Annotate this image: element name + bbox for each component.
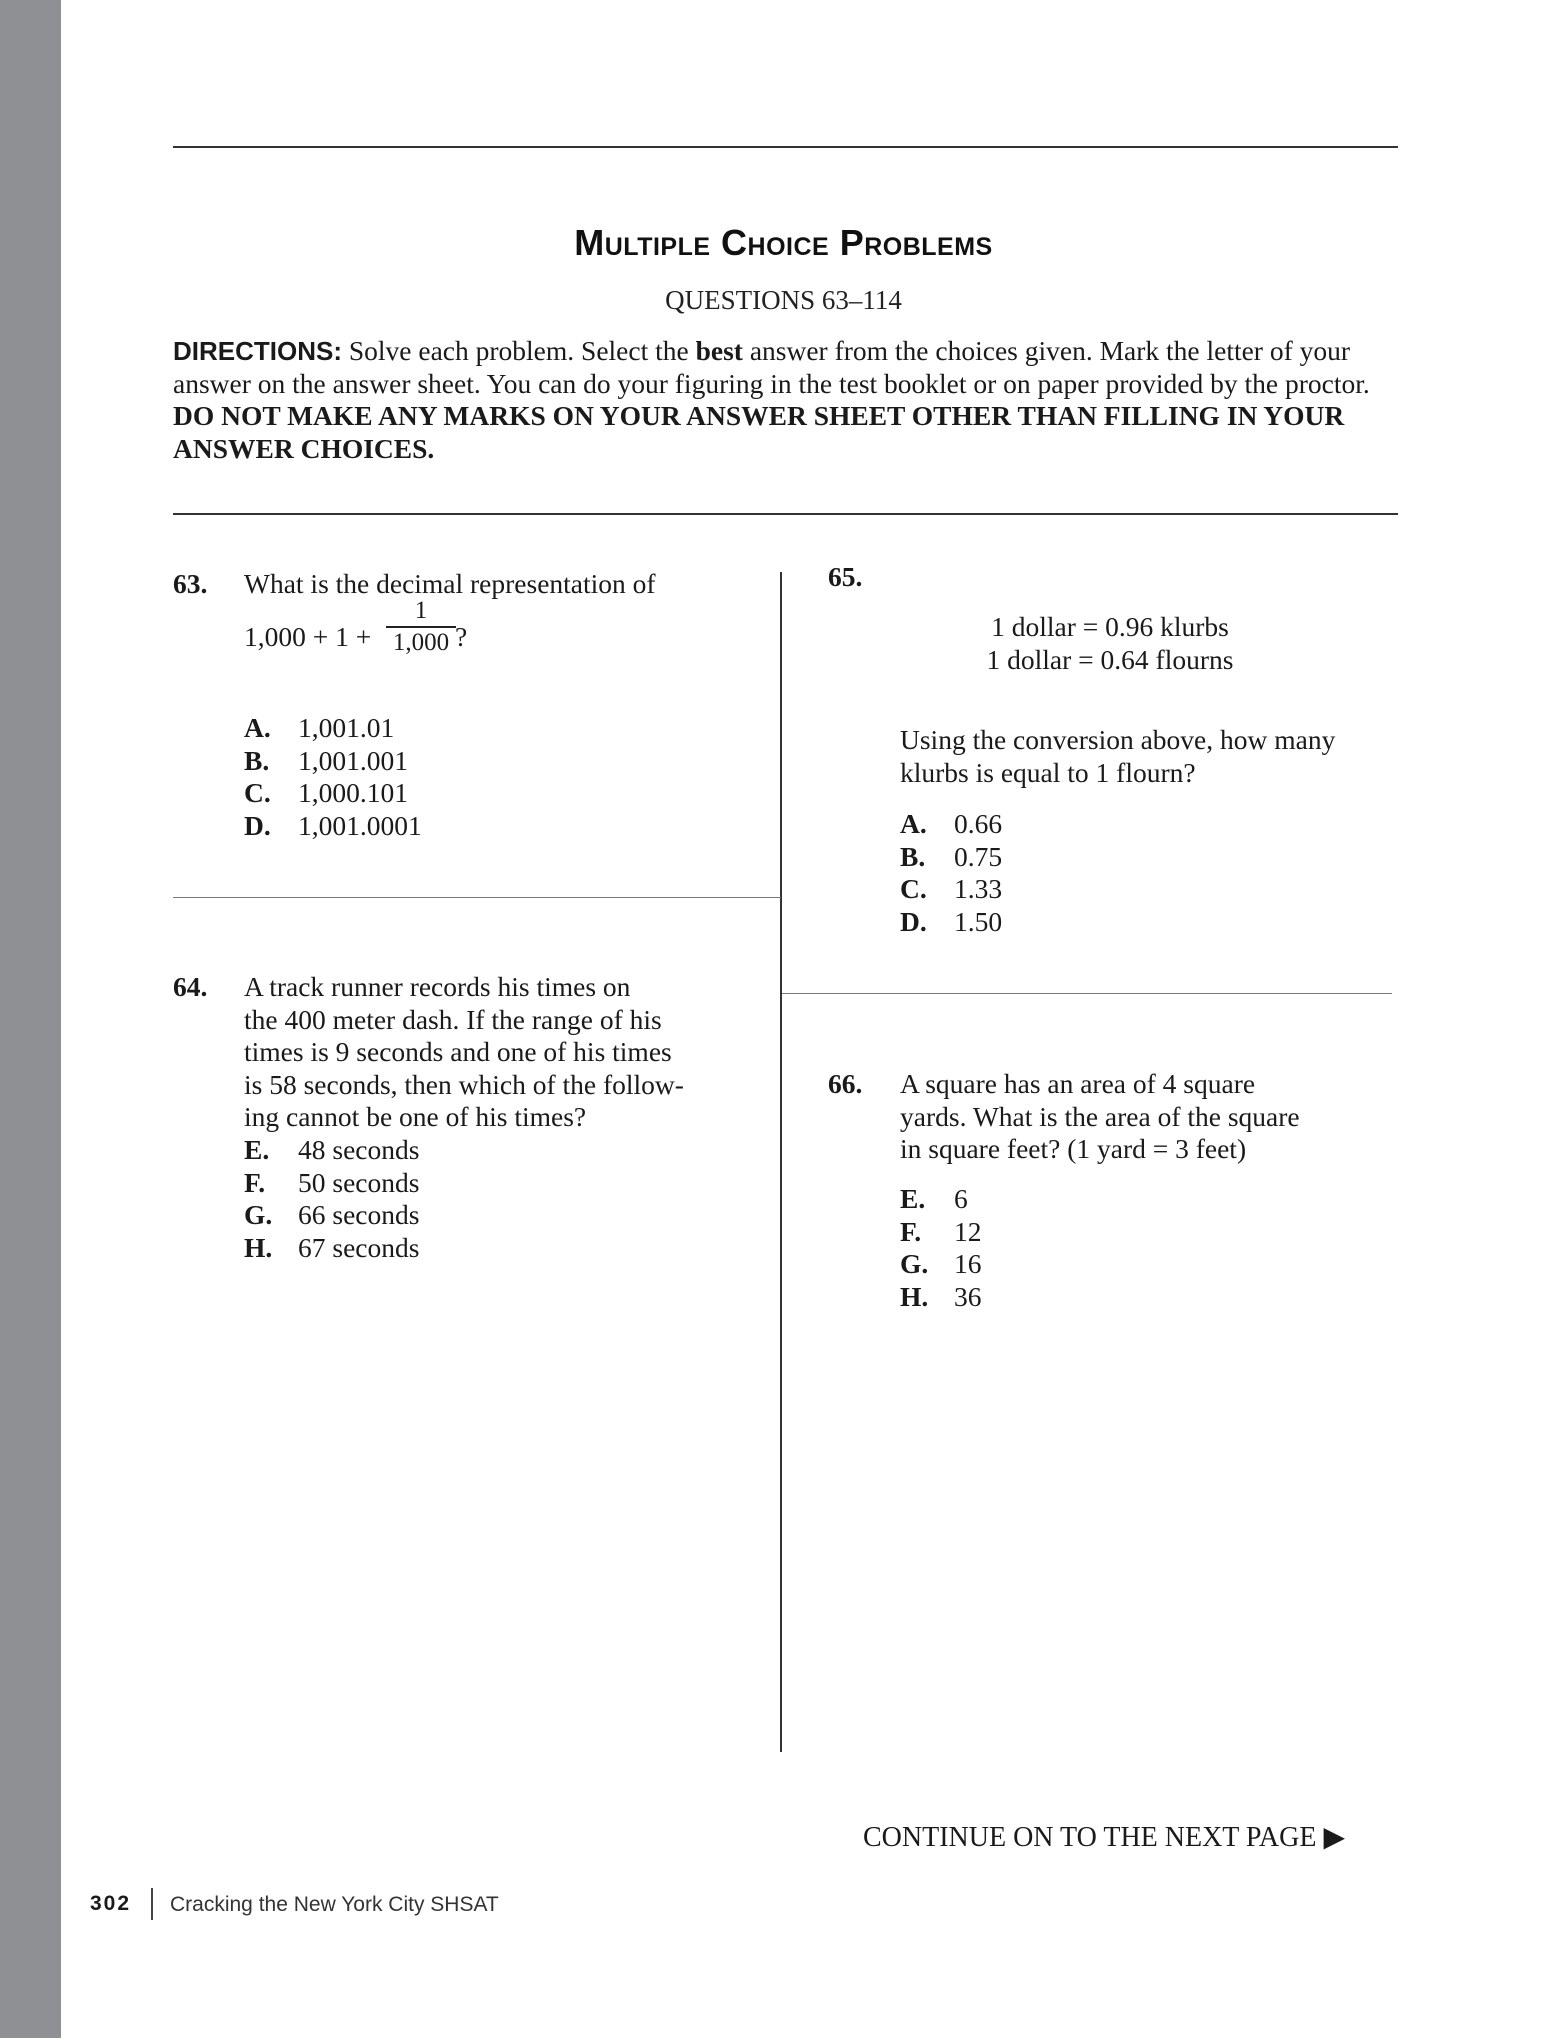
choice-letter: E. <box>900 1183 926 1214</box>
conversion-line: 1 dollar = 0.64 flourns <box>986 643 1234 675</box>
directions-rule <box>173 513 1398 515</box>
answer-choice[interactable] <box>900 1281 982 1314</box>
answer-choice[interactable] <box>244 777 422 810</box>
question-63-text: What is the decimal representation of <box>244 568 656 599</box>
answer-choice[interactable] <box>900 906 1002 939</box>
left-question-divider <box>173 897 781 898</box>
question-65-number: 65. <box>828 561 863 592</box>
choice-letter: F. <box>900 1215 922 1247</box>
question-65-conversions <box>900 611 1320 676</box>
question-64-choices <box>244 1134 419 1264</box>
answer-choice[interactable] <box>900 808 1002 841</box>
choice-letter: E. <box>244 1134 270 1165</box>
choice-letter: A. <box>244 712 271 743</box>
top-rule <box>173 146 1398 148</box>
fraction-numerator: 1 <box>414 597 428 624</box>
question-line: in square feet? (1 yard = 3 feet) <box>900 1133 1247 1164</box>
question-line: A track runner records his times on <box>244 971 631 1002</box>
answer-choice[interactable] <box>244 1134 419 1167</box>
choice-text: 1,000.101 <box>298 777 408 808</box>
question-63-expression <box>244 621 371 653</box>
choice-letter: G. <box>900 1248 929 1279</box>
choice-text: 12 <box>954 1215 982 1247</box>
question-line: klurbs is equal to 1 flourn? <box>900 756 1196 788</box>
choice-text: 48 seconds <box>298 1134 420 1165</box>
choice-letter: F. <box>244 1166 266 1198</box>
conversion-line: 1 dollar = 0.96 klurbs <box>991 611 1229 642</box>
answer-choice[interactable] <box>900 1248 982 1281</box>
question-line: yards. What is the area of the square <box>900 1100 1300 1132</box>
choice-text: 66 seconds <box>298 1199 420 1230</box>
question-65-text <box>900 724 1335 789</box>
choice-letter: H. <box>900 1280 929 1312</box>
choice-text: 1.50 <box>954 905 1003 937</box>
question-64-text <box>244 971 684 1134</box>
question-66-number: 66. <box>828 1068 863 1099</box>
choice-letter: A. <box>900 808 927 839</box>
question-line: the 400 meter dash. If the range of his <box>244 1003 662 1035</box>
choice-text: 1,001.001 <box>298 744 408 776</box>
page-number: 302 <box>90 1892 132 1915</box>
question-line: Using the conversion above, how many <box>900 724 1336 755</box>
choice-letter: H. <box>244 1231 273 1263</box>
choice-text: 1.33 <box>954 873 1003 904</box>
choice-text: 0.75 <box>954 840 1003 872</box>
directions-bold-word: best <box>695 335 743 366</box>
choice-letter: B. <box>900 840 926 872</box>
question-63-expr-suffix: ? <box>455 621 468 652</box>
fraction-denominator: 1,000 <box>392 629 450 656</box>
choice-letter: G. <box>244 1199 273 1230</box>
directions-label: DIRECTIONS: <box>173 336 342 366</box>
answer-choice[interactable] <box>900 1183 982 1216</box>
directions-text-1: Solve each problem. Select the <box>342 335 696 366</box>
continue-next-page: CONTINUE ON TO THE NEXT PAGE ▶ <box>863 1822 1345 1853</box>
answer-choice[interactable] <box>244 1199 419 1232</box>
question-63-number: 63. <box>173 568 208 599</box>
question-line: A square has an area of 4 square <box>900 1068 1256 1099</box>
choice-letter: D. <box>900 905 927 937</box>
column-divider <box>780 572 782 1752</box>
choice-text: 16 <box>954 1248 982 1279</box>
answer-choice[interactable] <box>900 841 1002 874</box>
question-66-text <box>900 1068 1300 1166</box>
answer-choice[interactable] <box>900 873 1002 906</box>
questions-range: QUESTIONS 63–114 <box>665 285 902 315</box>
directions-text-2: answer from the choices given. Mark the letter of your answer on the answer sheet. You can do your figuring in the test booklet or on paper provided by the proctor. <box>173 335 1370 399</box>
choice-text: 36 <box>954 1280 982 1312</box>
choice-text: 6 <box>954 1183 968 1214</box>
answer-choice[interactable] <box>244 1167 419 1200</box>
choice-text: 50 seconds <box>298 1166 420 1198</box>
answer-choice[interactable] <box>244 745 422 778</box>
question-65-choices <box>900 808 1002 938</box>
answer-choice[interactable] <box>244 1232 419 1265</box>
question-line: is 58 seconds, then which of the follow- <box>244 1068 684 1100</box>
choice-text: 1,001.0001 <box>298 809 422 841</box>
question-66-choices <box>900 1183 982 1313</box>
question-64-number: 64. <box>173 971 208 1002</box>
footer-separator <box>151 1888 153 1920</box>
page-title: Multiple Choice Problems <box>574 222 993 263</box>
question-line: times is 9 seconds and one of his times <box>244 1036 672 1067</box>
question-63-fraction <box>386 597 456 657</box>
right-question-divider <box>782 993 1392 994</box>
choice-text: 1,001.01 <box>298 712 395 743</box>
answer-choice[interactable] <box>244 810 422 843</box>
choice-letter: C. <box>900 873 927 904</box>
answer-choice[interactable] <box>900 1216 982 1249</box>
question-63-choices <box>244 712 422 842</box>
question-line: ing cannot be one of his times? <box>244 1101 587 1132</box>
choice-letter: B. <box>244 744 270 776</box>
choice-text: 0.66 <box>954 808 1003 839</box>
directions-warning: DO NOT MAKE ANY MARKS ON YOUR ANSWER SHEET OTHER THAN FILLING IN YOUR ANSWER CHOICES. <box>173 400 1345 464</box>
answer-choice[interactable] <box>244 712 422 745</box>
choice-letter: D. <box>244 809 271 841</box>
book-title: Cracking the New York City SHSAT <box>170 1893 499 1916</box>
choice-letter: C. <box>244 777 271 808</box>
question-63-expr-prefix: 1,000 + 1 + <box>244 621 372 652</box>
fraction-bar <box>386 626 456 628</box>
choice-text: 67 seconds <box>298 1231 420 1263</box>
directions <box>173 335 1403 465</box>
